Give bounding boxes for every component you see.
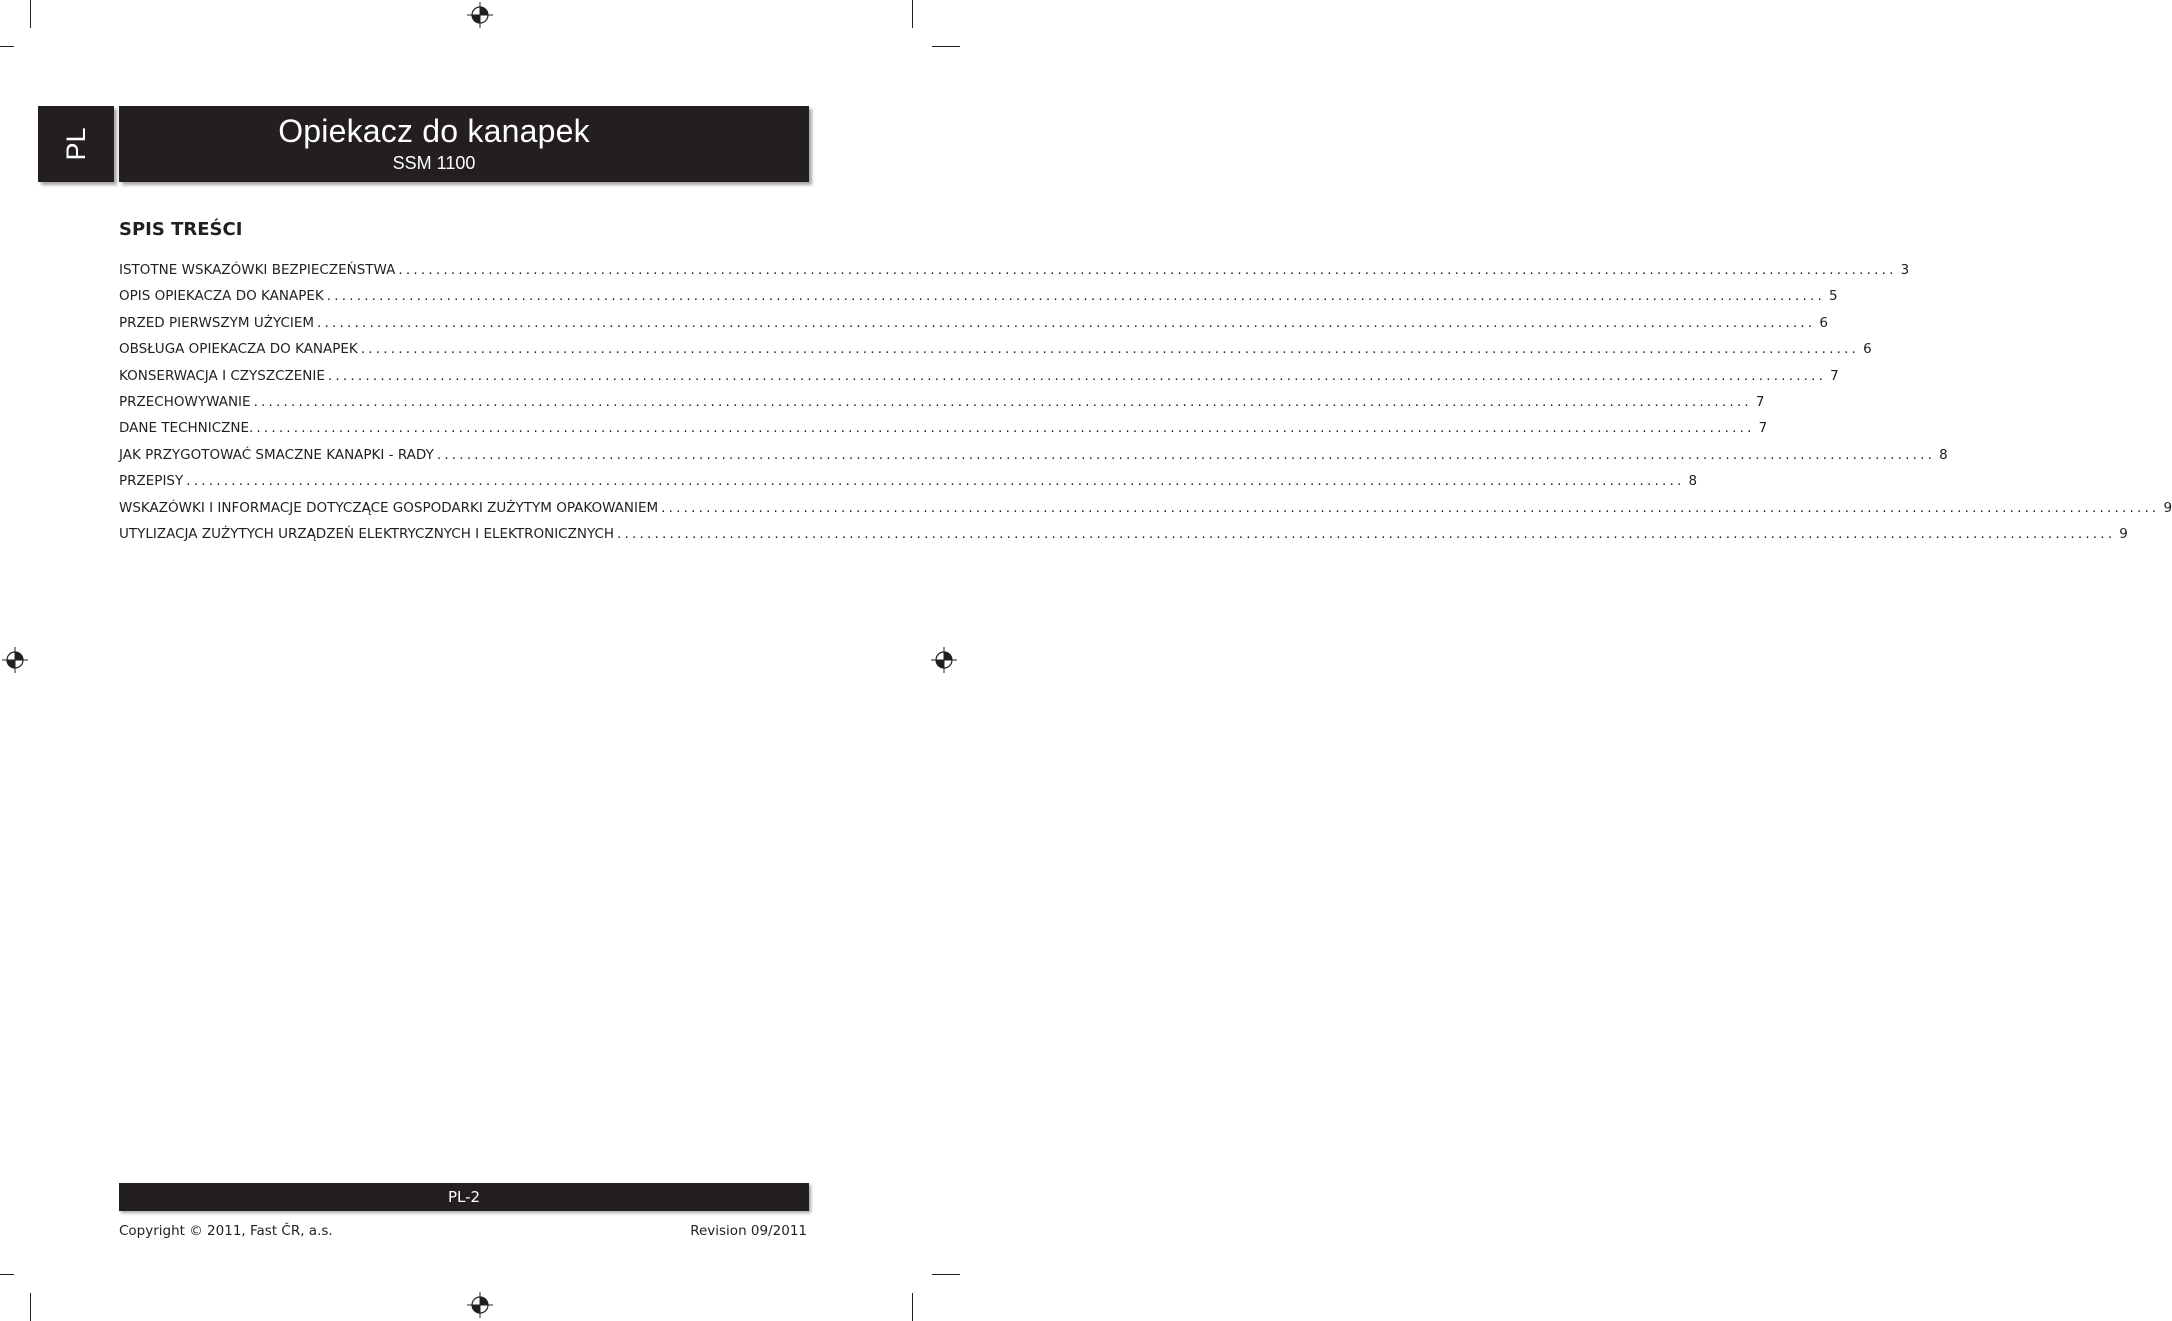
toc-entry[interactable] [119,288,1838,314]
crop-mark-top-left-h [0,46,14,47]
footer-bar [119,1183,809,1211]
crop-mark-bottom-right-h [932,1274,960,1275]
toc-entry-title: UTYLIZACJA ZUŻYTYCH URZĄDZEŃ ELEKTRYCZNYCH I ELEKTRONICZNYCH [119,525,615,542]
language-code: PL [60,127,91,161]
registration-mark-icon [467,1292,493,1318]
title-banner [119,106,809,182]
registration-mark-icon [2,647,28,673]
toc-leader-dots: ........................................................................................................................................................................................................ [186,473,1685,490]
copyright-notice: Copyright © 2011, Fast ČR, a.s. [119,1223,333,1239]
toc-entry-page: 7 [1758,420,1768,437]
toc-heading: SPIS TREŚCI [119,219,243,240]
toc-leader-dots: ........................................................................................................................................................................................................ [253,393,1752,410]
toc-entry[interactable] [119,341,1872,367]
toc-leader-dots: ........................................................................................................................................................................................................ [326,288,1825,305]
toc-entry-page: 7 [1830,367,1839,384]
crop-mark-top-left-v [30,0,31,28]
toc-leader-dots: ........................................................................................................................................................................................................ [398,262,1897,278]
toc-entry-title: JAK PRZYGOTOWAĆ SMACZNE KANAPKI - RADY [119,446,434,463]
language-tab [38,106,114,182]
toc-leader-dots: ........................................................................................................................................................................................................ [256,420,1755,437]
crop-mark-bottom-right-v [912,1293,913,1321]
toc-entry-page: 9 [2163,499,2172,516]
toc-leader-dots: ........................................................................................................................................................................................................ [327,367,1827,384]
toc-entry-title: PRZECHOWYWANIE [119,393,251,410]
toc-entry-title: PRZEPISY [119,473,184,490]
toc-entry[interactable] [119,262,1910,288]
toc-leader-dots: ........................................................................................................................................................................................................ [661,499,2160,516]
model-number: SSM 1100 [392,153,476,173]
toc-entry[interactable] [119,499,2172,526]
toc-entry-page: 6 [1863,341,1872,358]
toc-entry[interactable] [119,314,1828,341]
toc-entry-page: 3 [1900,262,1910,278]
toc-entry-title: DANE TECHNICZNE. [119,420,254,437]
toc-entry-title: ISTOTNE WSKAZÓWKI BEZPIECZEŃSTWA [119,262,396,278]
toc-entry-page: 6 [1819,314,1828,331]
toc-leader-dots: ........................................................................................................................................................................................................ [617,525,2116,542]
toc-entry-page: 9 [2119,525,2128,542]
toc-leader-dots: ........................................................................................................................................................................................................ [317,314,1816,331]
toc-entry-page: 5 [1829,288,1838,305]
crop-mark-top-right-h [932,46,960,47]
toc-entry-page: 8 [1939,446,1948,463]
registration-mark-icon [931,647,957,673]
toc-entry[interactable] [119,367,1839,394]
document-title: Opiekacz do kanapek [278,113,590,149]
toc-entry[interactable] [119,393,1765,420]
page-number: PL-2 [447,1188,481,1206]
toc-entry-title: KONSERWACJA I CZYSZCZENIE [119,367,325,384]
toc-entry-page: 7 [1755,393,1765,410]
registration-mark-icon [467,2,493,28]
crop-mark-bottom-left-h [0,1274,14,1275]
toc-entry-title: PRZED PIERWSZYM UŻYCIEM [119,314,315,331]
toc-entry-title: OPIS OPIEKACZA DO KANAPEK [119,288,324,305]
toc-leader-dots: ........................................................................................................................................................................................................ [360,341,1860,358]
toc-entry-title: OBSŁUGA OPIEKACZA DO KANAPEK [119,341,358,358]
revision-label: Revision 09/2011 [690,1223,807,1239]
toc-entry[interactable] [119,446,1948,473]
toc-entry[interactable] [119,420,1768,446]
crop-mark-bottom-left-v [30,1293,31,1321]
crop-mark-top-right-v [912,0,913,28]
toc-entry-title: WSKAZÓWKI I INFORMACJE DOTYCZĄCE GOSPODARKI ZUŻYTYM OPAKOWANIEM [119,499,659,516]
toc-entry[interactable] [119,473,1698,499]
toc-entry[interactable] [119,525,2128,552]
toc-entry-page: 8 [1688,473,1698,490]
toc-leader-dots: ........................................................................................................................................................................................................ [436,446,1936,463]
toc-list [119,262,2172,552]
